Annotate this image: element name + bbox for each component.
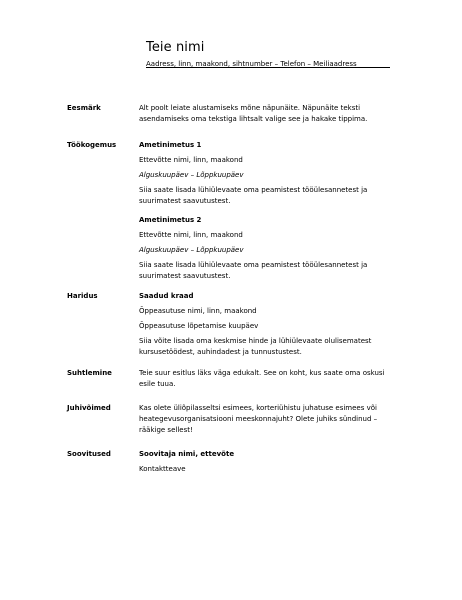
applicant-name: Teie nimi [146, 40, 205, 55]
section-body-references [139, 449, 397, 479]
job-description: Siia saate lisada lühiülevaate oma peamistest tööülesannetest ja suurimatest saavutustest. [139, 186, 368, 205]
section-label-leadership: Juhivõimed [67, 404, 111, 412]
section-body-education [139, 291, 397, 362]
section-body-communication [139, 368, 397, 394]
job-entry [139, 215, 397, 282]
job-entry [139, 140, 397, 207]
education-degree: Saadud kraad [139, 292, 194, 300]
education-date: Õppeasutuse lõpetamise kuupäev [139, 322, 259, 330]
section-body-experience [139, 140, 397, 286]
section-body-leadership [139, 403, 397, 440]
job-dates: Alguskuupäev – Lõppkuupäev [139, 246, 244, 254]
job-title: Ametinimetus 1 [139, 141, 202, 149]
job-description: Siia saate lisada lühiülevaate oma peamistest tööülesannetest ja suurimatest saavutustest. [139, 261, 368, 280]
section-label-objective: Eesmärk [67, 104, 101, 112]
section-body-objective [139, 103, 397, 129]
communication-text: Teie suur esitlus läks väga edukalt. See on koht, kus saate oma oskusi esile tuua. [139, 369, 385, 388]
header-divider [146, 67, 390, 68]
education-school: Õppeasutuse nimi, linn, maakond [139, 307, 257, 315]
section-label-communication: Suhtlemine [67, 369, 112, 377]
job-title: Ametinimetus 2 [139, 216, 202, 224]
resume-header [146, 40, 390, 69]
contact-line: Aadress, linn, maakond, sihtnumber – Telefon – Meiliaadress [146, 60, 357, 68]
objective-text: Alt poolt leiate alustamiseks mõne näpunäite. Näpunäite teksti asendamiseks oma tekstiga lihtsalt valige see ja hakake tippima. [139, 104, 368, 123]
reference-contact: Kontaktteave [139, 465, 186, 473]
job-dates: Alguskuupäev – Lõppkuupäev [139, 171, 244, 179]
education-description: Siia võite lisada oma keskmise hinde ja lühiülevaate olulisematest kursusetöödest, auhindadest ja tunnustustest. [139, 337, 372, 356]
section-label-education: Haridus [67, 292, 98, 300]
job-company: Ettevõtte nimi, linn, maakond [139, 156, 243, 164]
leadership-text: Kas olete üliõpilasseltsi esimees, korteriühistu juhatuse esimees või heategevusorganisatsiooni meeskonnajuht? Olete juhiks sündinud – rääkige sellest! [139, 404, 378, 434]
job-company: Ettevõtte nimi, linn, maakond [139, 231, 243, 239]
section-label-references: Soovitused [67, 450, 111, 458]
reference-name: Soovitaja nimi, ettevõte [139, 450, 235, 458]
section-label-experience: Töökogemus [67, 141, 117, 149]
